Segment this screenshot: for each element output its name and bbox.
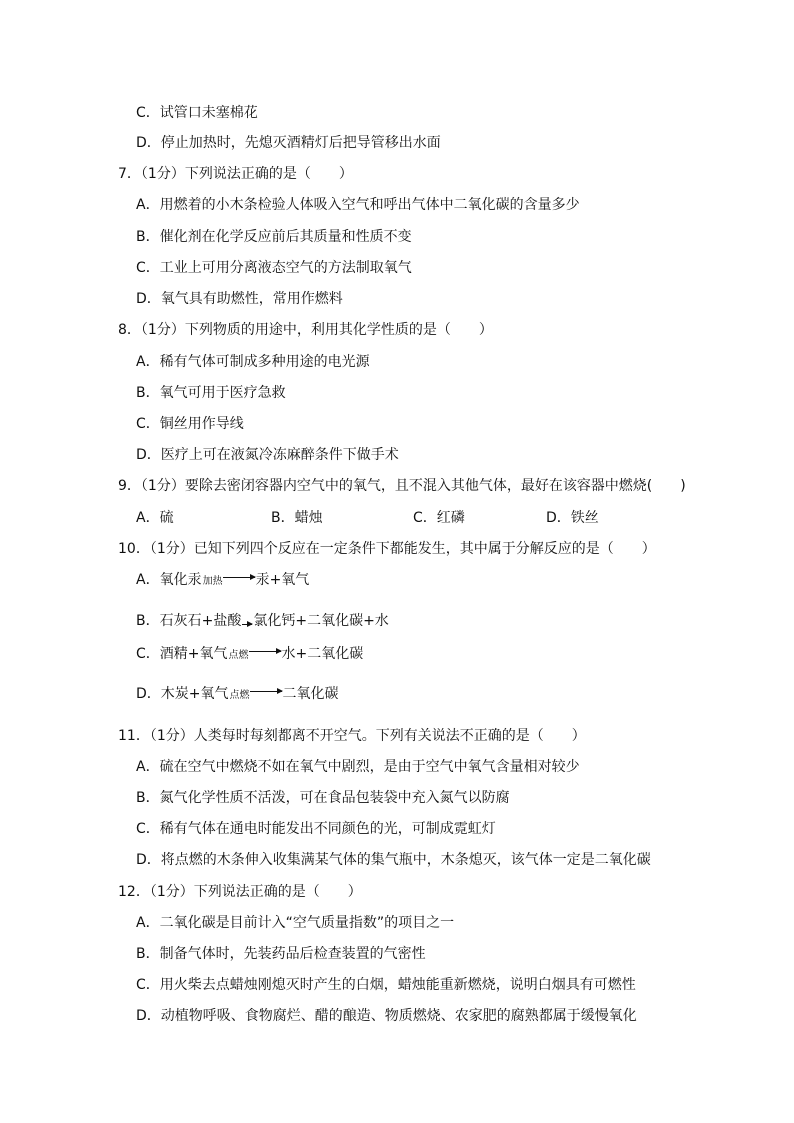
reactant-text: C．酒精+氧气 <box>136 646 228 662</box>
q12-stem: 12．（1分）下列说法正确的是（ ） <box>118 884 362 900</box>
reaction-arrow <box>203 570 255 590</box>
q7-option-a: A．用燃着的小木条检验人体吸入空气和呼出气体中二氧化碳的含量多少 <box>136 197 580 213</box>
q9-option-b: B．蜡烛 <box>271 510 323 526</box>
q11-option-a: A．硫在空气中燃烧不如在氧气中剧烈，是由于空气中氧气含量相对较少 <box>136 759 580 775</box>
q12-option-c: C．用火柴去点蜡烛刚熄灭时产生的白烟，蜡烛能重新燃烧，说明白烟具有可燃性 <box>136 977 636 993</box>
q8-option-c: C．铜丝用作导线 <box>136 416 244 432</box>
q9-stem: 9．（1分）要除去密闭容器内空气中的氧气，且不混入其他气体，最好在该容器中燃烧( ) <box>118 478 686 494</box>
reactant-text: D．木炭+氧气 <box>136 686 229 702</box>
q8-option-a: A．稀有气体可制成多种用途的电光源 <box>136 354 370 370</box>
q11-option-d: D．将点燃的木条伸入收集满某气体的集气瓶中，木条熄灭，该气体一定是二氧化碳 <box>136 852 651 868</box>
q8-stem: 8．（1分）下列物质的用途中，利用其化学性质的是（ ） <box>118 322 493 338</box>
reaction-arrow <box>242 611 252 631</box>
reaction-arrow <box>230 684 282 704</box>
q10-option-a <box>136 570 309 590</box>
product-text: 二氧化碳 <box>282 686 339 702</box>
reaction-condition: 加热 <box>202 576 223 587</box>
q10-stem: 10．（1分）已知下列四个反应在一定条件下都能发生，其中属于分解反应的是（ ） <box>118 541 656 557</box>
q12-option-a: A．二氧化碳是目前计入“空气质量指数”的项目之一 <box>136 915 455 931</box>
reactant-text: B．石灰石+盐酸 <box>136 613 242 629</box>
q6-option-c: C．试管口未塞棉花 <box>136 105 258 121</box>
reaction-arrow <box>229 644 281 664</box>
product-text: 水+二氧化碳 <box>281 646 364 662</box>
q11-stem: 11．（1分）人类每时每刻都离不开空气。下列有关说法不正确的是（ ） <box>118 728 586 744</box>
q8-option-d: D．医疗上可在液氮冷冻麻醉条件下做手术 <box>136 447 399 463</box>
reaction-condition: 点燃 <box>228 650 249 661</box>
q11-option-b: B．氮气化学性质不活泼，可在食品包装袋中充入氮气以防腐 <box>136 790 510 806</box>
q12-option-b: B．制备气体时，先装药品后检查装置的气密性 <box>136 946 426 962</box>
q12-option-d: D．动植物呼吸、食物腐烂、醋的酿造、物质燃烧、农家肥的腐熟都属于缓慢氧化 <box>136 1008 637 1024</box>
q7-option-d: D．氧气具有助燃性，常用作燃料 <box>136 291 343 307</box>
reactant-text: A．氧化汞 <box>136 572 202 588</box>
q10-option-b <box>136 611 389 631</box>
q8-option-b: B．氧气可用于医疗急救 <box>136 385 286 401</box>
reaction-condition: 点燃 <box>229 690 250 701</box>
q7-stem: 7．（1分）下列说法正确的是（ ） <box>118 166 353 182</box>
q6-option-d: D．停止加热时，先熄灭酒精灯后把导管移出水面 <box>136 135 441 151</box>
q9-option-a: A．硫 <box>136 510 174 526</box>
q9-option-d: D．铁丝 <box>546 510 599 526</box>
q11-option-c: C．稀有气体在通电时能发出不同颜色的光，可制成霓虹灯 <box>136 821 496 837</box>
q7-option-c: C．工业上可用分离液态空气的方法制取氧气 <box>136 260 412 276</box>
q10-option-c <box>136 644 363 664</box>
q10-option-d <box>136 684 339 704</box>
product-text: 氯化钙+二氧化碳+水 <box>253 613 389 629</box>
q9-option-c: C．红磷 <box>413 510 465 526</box>
q7-option-b: B．催化剂在化学反应前后其质量和性质不变 <box>136 229 412 245</box>
product-text: 汞+氧气 <box>255 572 310 588</box>
